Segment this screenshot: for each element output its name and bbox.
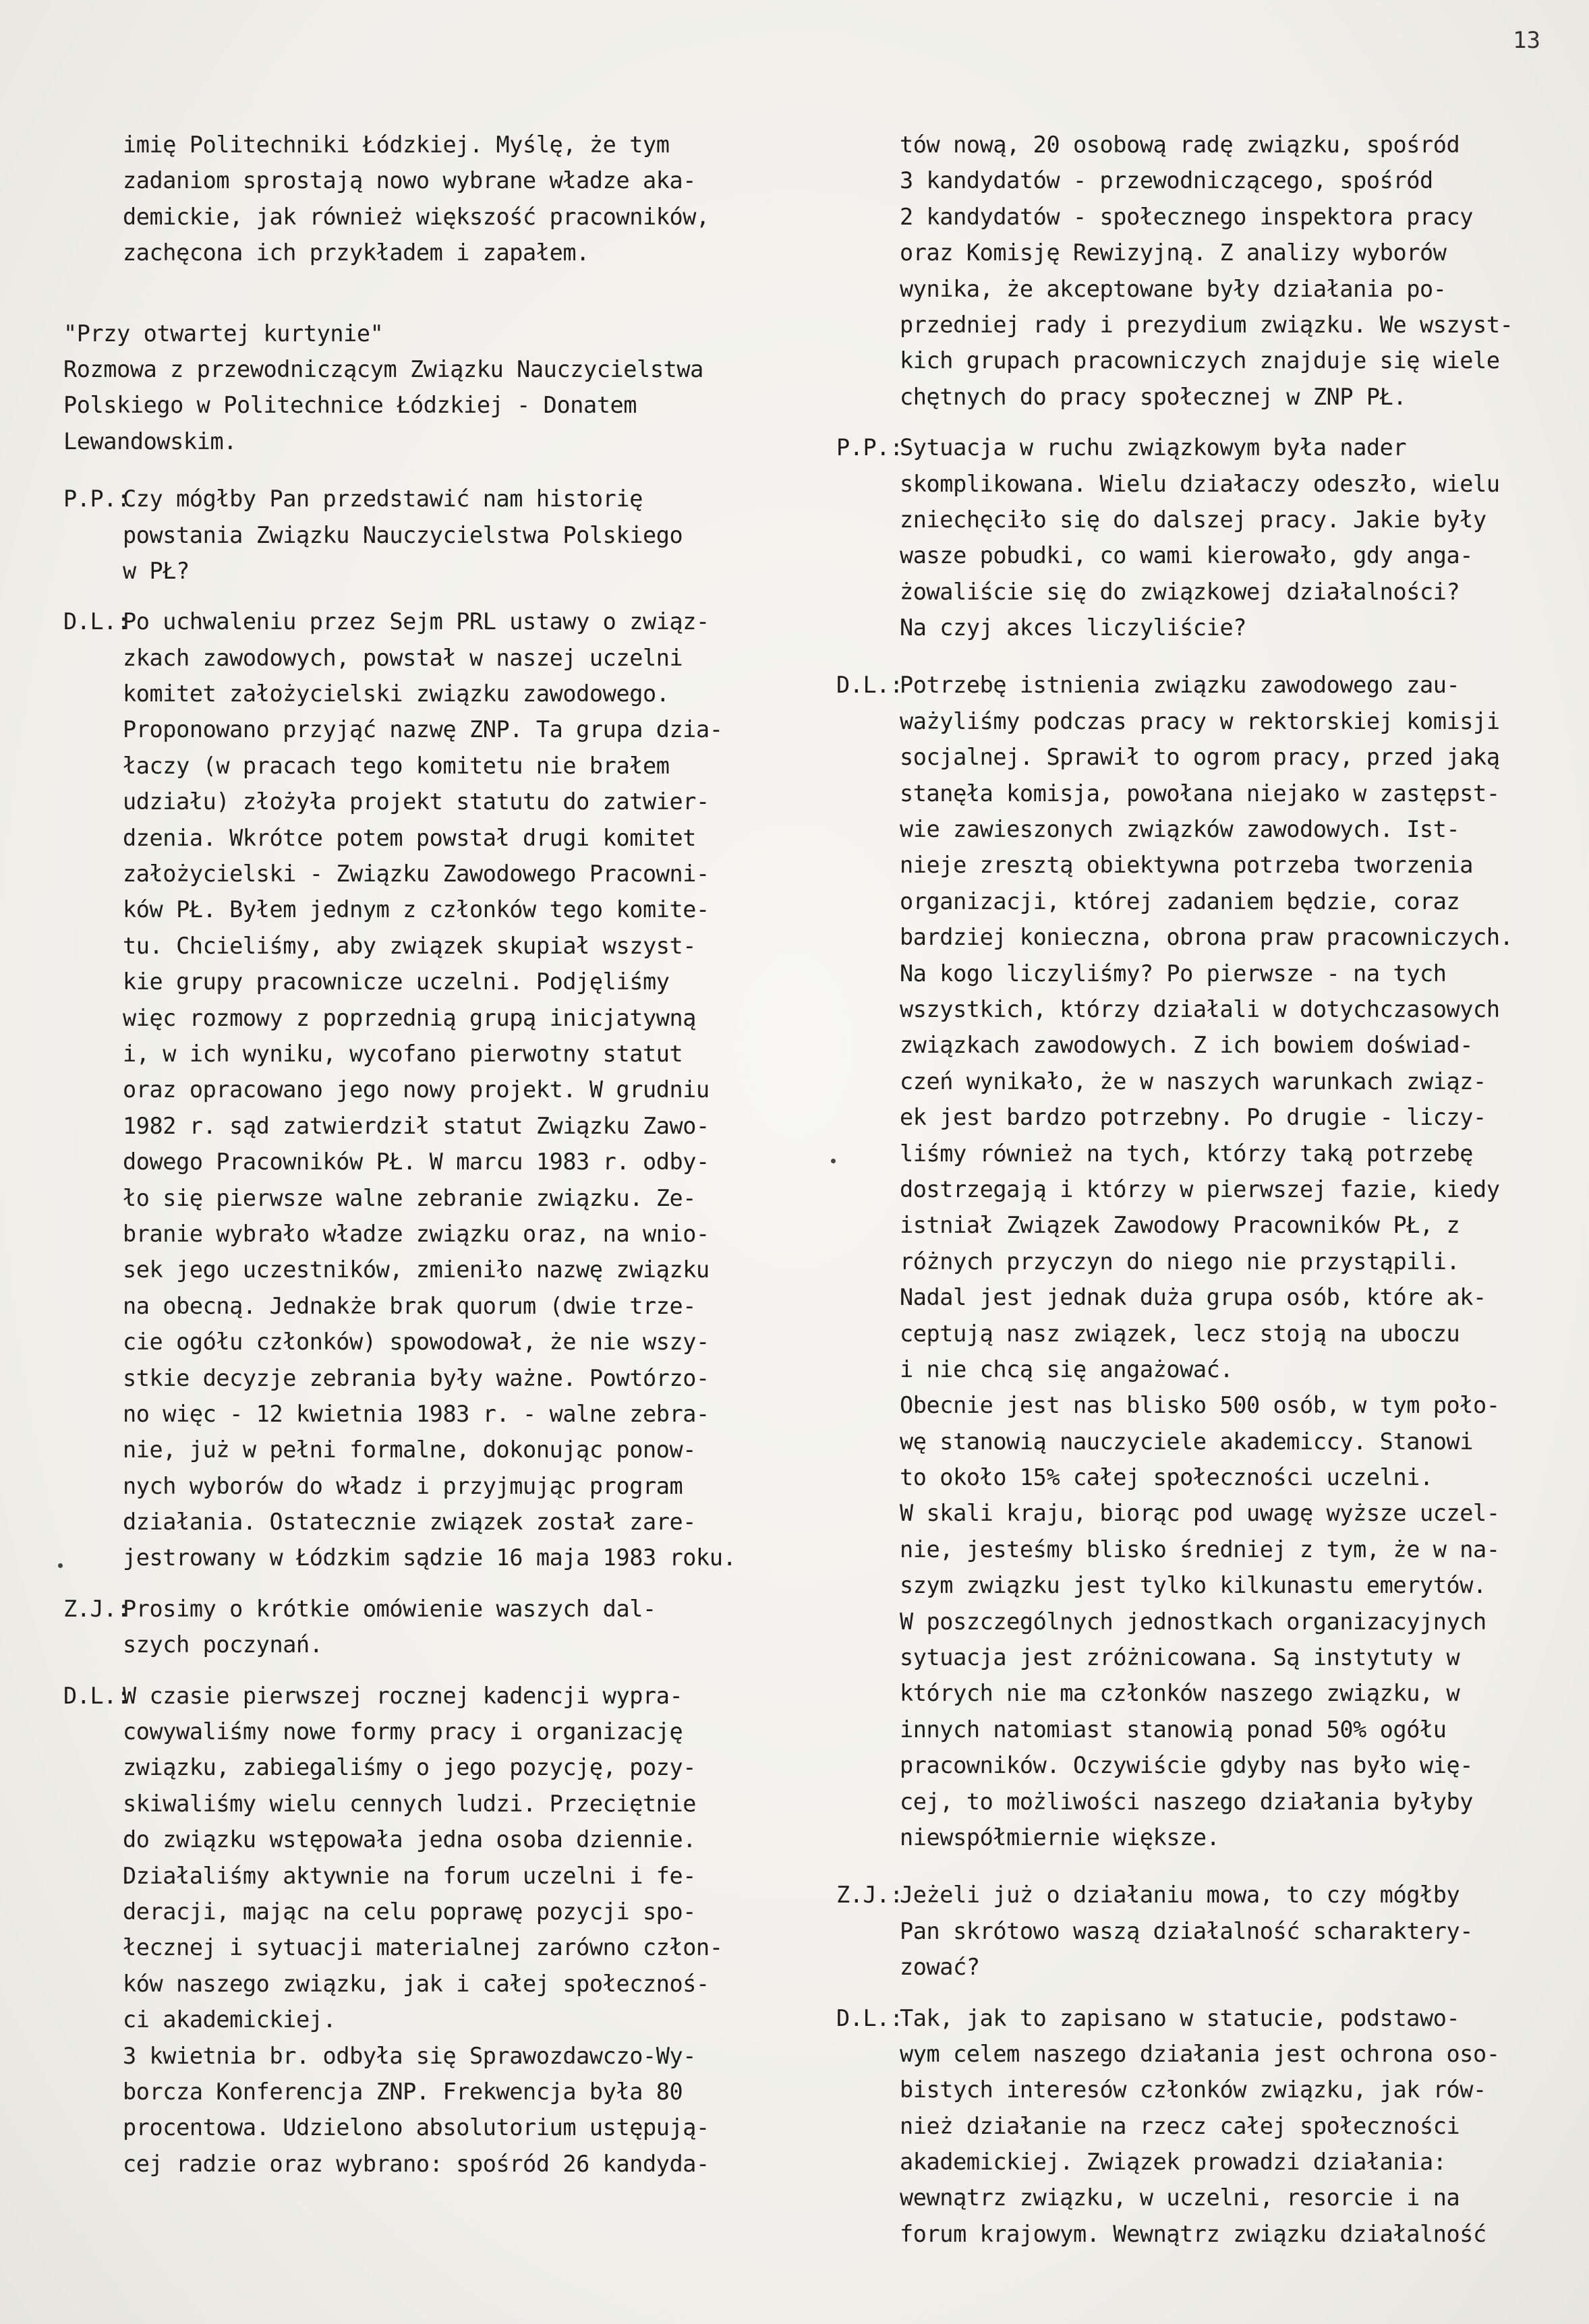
text-line (63, 928, 812, 964)
line-text: Na kogo liczyliśmy? Po pierwsze - na tych (900, 960, 1447, 987)
line-text: różnych przyczyn do niego nie przystąpili. (900, 1248, 1460, 1275)
text-line (836, 811, 1571, 847)
text-line (63, 2146, 812, 2182)
text-line (63, 1822, 812, 1857)
line-text: deracji, mając na celu poprawę pozycji spo- (123, 1898, 697, 1925)
paragraph-gap (63, 1576, 812, 1591)
text-line (63, 1180, 812, 1216)
line-text: cej radzie oraz wybrano: spośród 26 kandyda- (123, 2150, 710, 2177)
text-line (63, 1468, 812, 1504)
line-text: i nie chcą się angażować. (900, 1356, 1234, 1383)
line-text: istniał Związek Zawodowy Pracowników PŁ, z (900, 1212, 1460, 1239)
text-line (63, 424, 812, 459)
line-text: ków PŁ. Byłem jednym z członków tego komite- (123, 896, 710, 923)
text-line (836, 883, 1571, 919)
text-line (63, 1036, 812, 1072)
text-line (63, 2110, 812, 2145)
text-line (836, 1207, 1571, 1243)
text-line (836, 1099, 1571, 1135)
line-text: stkie decyzje zebrania były ważne. Powtórzo- (123, 1364, 710, 1391)
speaker-label: Z.J.: (63, 1595, 130, 1622)
line-text: 1982 r. sąd zatwierdził statut Związku Zawo- (123, 1112, 710, 1139)
line-text: udziału) złożyła projekt statutu do zatwier- (123, 788, 710, 815)
speaker-label: P.P.: (836, 434, 903, 461)
line-text: ceptują nasz związek, lecz stoją na uboczu (900, 1320, 1460, 1347)
line-text: zachęcona ich przykładem i zapałem. (123, 239, 589, 266)
paragraph-gap (63, 271, 812, 316)
line-text: Sytuacja w ruchu związkowym była nader (900, 434, 1407, 461)
line-text: w PŁ? (123, 557, 190, 584)
line-text: łaczy (w pracach tego komitetu nie brałem (123, 752, 670, 779)
text-line (63, 1288, 812, 1324)
line-text: forum krajowym. Wewnątrz związku działalność (900, 2220, 1486, 2247)
text-line (63, 711, 812, 747)
line-text: zkach zawodowych, powstał w naszej uczelni (123, 644, 683, 671)
text-line (63, 1540, 812, 1575)
speaker-label: P.P.: (63, 486, 130, 513)
line-text: 3 kandydatów - przewodniczącego, spośród (900, 167, 1433, 194)
text-line (63, 517, 812, 553)
line-text: nież działanie na rzecz całej społeczności (900, 2112, 1460, 2139)
line-text: wewnątrz związku, w uczelni, resorcie i na (900, 2184, 1460, 2211)
line-text: dostrzegają i którzy w pierwszej fazie, kiedy (900, 1175, 1500, 1202)
text-line (836, 466, 1571, 502)
line-text: i, w ich wyniku, wycofano pierwotny statut (123, 1040, 683, 1067)
line-text: skomplikowana. Wielu działaczy odeszło, wielu (900, 470, 1500, 497)
text-line (836, 1064, 1571, 1099)
text-line (836, 307, 1571, 343)
line-text: zadaniom sprostają nowo wybrane władze aka- (123, 167, 697, 194)
text-line (836, 1352, 1571, 1387)
line-text: założycielski - Związku Zawodowego Pracowni- (123, 861, 710, 888)
line-text: Rozmowa z przewodniczącym Związku Nauczycielstwa (63, 355, 703, 382)
line-text: stanęła komisja, powołana niejako w zastępst- (900, 780, 1500, 807)
text-line (63, 316, 812, 351)
text-line (836, 1316, 1571, 1352)
text-line (836, 2036, 1571, 2072)
paragraph-gap (836, 1855, 1571, 1877)
paragraph-gap (836, 415, 1571, 430)
line-text: Potrzebę istnienia związku zawodowego zau- (900, 672, 1460, 699)
line-text: działania. Ostatecznie związek został zare- (123, 1509, 697, 1536)
text-line (63, 163, 812, 198)
text-line (63, 1504, 812, 1540)
text-line (63, 1749, 812, 1785)
text-line (63, 1252, 812, 1287)
text-line (63, 2002, 812, 2037)
line-text: "Przy otwartej kurtynie" (63, 320, 384, 347)
line-text: oraz Komisję Rewizyjną. Z analizy wyborów (900, 239, 1447, 266)
paragraph-gap (63, 459, 812, 481)
text-line (836, 271, 1571, 307)
paragraph-gap (63, 1663, 812, 1678)
line-text: socjalnej. Sprawił to ogrom pracy, przed jaką (900, 744, 1500, 771)
text-line (836, 739, 1571, 775)
text-line (836, 1459, 1571, 1495)
line-text: ków naszego związku, jak i całej społecznoś- (123, 1970, 710, 1997)
text-line (836, 610, 1571, 645)
page-number: 13 (1513, 27, 1540, 54)
text-line (63, 1966, 812, 2002)
line-text: których nie ma członków naszego związku, w (900, 1680, 1460, 1707)
text-line (836, 1604, 1571, 1639)
line-text: cowywaliśmy nowe formy pracy i organizację (123, 1718, 683, 1745)
text-line (63, 1216, 812, 1252)
text-line (836, 199, 1571, 235)
text-line (63, 604, 812, 639)
text-line (836, 1495, 1571, 1531)
text-line (63, 1786, 812, 1822)
line-text: szym związku jest tylko kilkunastu emerytów. (900, 1572, 1486, 1599)
line-text: no więc - 12 kwietnia 1983 r. - walne zebra- (123, 1400, 710, 1427)
text-line (836, 538, 1571, 573)
line-text: Na czyj akces liczyliście? (900, 614, 1246, 641)
line-text: cej, to możliwości naszego działania byłyby (900, 1788, 1474, 1815)
line-text: wszystkich, którzy działali w dotychczasowych (900, 995, 1500, 1022)
text-line (836, 776, 1571, 811)
line-text: wasze pobudki, co wami kierowało, gdy anga- (900, 542, 1474, 569)
line-text: Obecnie jest nas blisko 500 osób, w tym poło- (900, 1392, 1500, 1419)
text-line (63, 481, 812, 517)
line-text: branie wybrało władze związku oraz, na wnio- (123, 1220, 710, 1247)
text-line (836, 2072, 1571, 2108)
line-text: Proponowano przyjąć nazwę ZNP. Ta grupa dzia- (123, 716, 723, 743)
text-line (836, 1387, 1571, 1423)
line-text: organizacji, której zadaniem będzie, coraz (900, 888, 1460, 914)
text-line (63, 351, 812, 387)
text-line (63, 748, 812, 784)
line-text: wym celem naszego działania jest ochrona oso- (900, 2040, 1500, 2067)
text-line (63, 387, 812, 423)
line-text: przedniej rady i prezydium związku. We wszyst- (900, 311, 1513, 338)
line-text: innych natomiast stanowią ponad 50% ogółu (900, 1716, 1447, 1743)
line-text: W skali kraju, biorąc pod uwagę wyższe uczel- (900, 1500, 1500, 1527)
text-line (63, 1591, 812, 1627)
line-text: Czy mógłby Pan przedstawić nam historię (123, 486, 643, 513)
line-text: ek jest bardzo potrzebny. Po drugie - liczy- (900, 1104, 1486, 1131)
text-line (836, 163, 1571, 198)
text-line (63, 235, 812, 270)
text-line (63, 1144, 812, 1180)
text-line (836, 1913, 1571, 1949)
line-text: Lewandowskim. (63, 428, 237, 455)
text-line (63, 1072, 812, 1107)
line-text: jestrowany w Łódzkim sądzie 16 maja 1983 roku. (123, 1544, 736, 1571)
line-text: 2 kandydatów - społecznego inspektora pracy (900, 203, 1474, 230)
line-text: Działaliśmy aktywnie na forum uczelni i fe- (123, 1862, 697, 1889)
text-line (836, 2180, 1571, 2215)
text-line (63, 1108, 812, 1144)
paragraph-gap (836, 645, 1571, 667)
text-line (836, 2216, 1571, 2252)
text-line (836, 1877, 1571, 1913)
line-text: chętnych do pracy społecznej w ZNP PŁ. (900, 383, 1407, 410)
line-text: Prosimy o krótkie omówienie waszych dal- (123, 1595, 656, 1622)
line-text: tu. Chcieliśmy, aby związek skupiał wszyst- (123, 932, 697, 959)
text-line (63, 1432, 812, 1468)
text-line (63, 2038, 812, 2074)
line-text: szych poczynań. (123, 1631, 323, 1658)
text-line (836, 1784, 1571, 1820)
line-text: tów nową, 20 osobową radę związku, spośród (900, 132, 1460, 158)
line-text: dowego Pracowników PŁ. W marcu 1983 r. odby- (123, 1149, 710, 1175)
line-text: nie, już w pełni formalne, dokonując ponow- (123, 1436, 697, 1463)
text-line (63, 1396, 812, 1432)
line-text: łecznej i sytuacji materialnej zarówno człon- (123, 1934, 723, 1961)
line-text: ważyliśmy podczas pracy w rektorskiej komisji (900, 707, 1500, 734)
text-line (63, 553, 812, 589)
line-text: kie grupy pracownicze uczelni. Podjęliśmy (123, 968, 670, 995)
text-line (836, 235, 1571, 270)
line-text: W czasie pierwszej rocznej kadencji wypra- (123, 1682, 683, 1709)
text-line (836, 1027, 1571, 1063)
text-line (63, 1929, 812, 1965)
margin-mark-dot (831, 1159, 836, 1163)
text-line (836, 1136, 1571, 1171)
line-text: wie zawieszonych związków zawodowych. Ist- (900, 816, 1460, 843)
text-line (836, 574, 1571, 610)
line-text: oraz opracowano jego nowy projekt. W grudniu (123, 1076, 710, 1103)
line-text: na obecną. Jednakże brak quorum (dwie trze- (123, 1292, 697, 1319)
line-text: nieje zresztą obiektywna potrzeba tworzenia (900, 852, 1474, 879)
text-line (63, 640, 812, 676)
line-text: związku, zabiegaliśmy o jego pozycję, pozy- (123, 1754, 697, 1781)
speaker-label: D.L.: (836, 2004, 903, 2031)
text-line (836, 919, 1571, 955)
line-text: wynika, że akceptowane były działania po- (900, 275, 1447, 302)
text-line (836, 379, 1571, 415)
speaker-label: D.L.: (63, 1682, 130, 1709)
right-text-column (836, 127, 1571, 2252)
text-line (836, 2144, 1571, 2180)
text-line (63, 1360, 812, 1396)
text-line (63, 1000, 812, 1036)
text-line (836, 1532, 1571, 1567)
line-text: powstania Związku Nauczycielstwa Polskiego (123, 521, 683, 548)
text-line (836, 991, 1571, 1027)
line-text: zniechęciło się do dalszej pracy. Jakie były (900, 506, 1486, 533)
line-text: 3 kwietnia br. odbyła się Sprawozdawczo-Wy- (123, 2042, 697, 2069)
speaker-label: D.L.: (63, 608, 130, 635)
text-line (836, 956, 1571, 991)
line-text: to około 15% całej społeczności uczelni. (900, 1464, 1433, 1491)
text-line (63, 856, 812, 892)
line-text: Tak, jak to zapisano w statucie, podstawo- (900, 2004, 1460, 2031)
text-line (836, 703, 1571, 739)
line-text: procentowa. Udzielono absolutorium ustępują- (123, 2114, 710, 2141)
text-line (836, 1639, 1571, 1675)
text-line (836, 2000, 1571, 2036)
text-line (836, 1747, 1571, 1783)
line-text: bistych interesów członków związku, jak rów- (900, 2076, 1486, 2103)
text-line (836, 343, 1571, 378)
line-text: Jeżeli już o działaniu mowa, to czy mógłby (900, 1882, 1460, 1909)
line-text: ło się pierwsze walne zebranie związku. Ze- (123, 1184, 697, 1211)
text-line (836, 430, 1571, 465)
line-text: wę stanowią nauczyciele akademiccy. Stanowi (900, 1428, 1474, 1455)
text-line (836, 1949, 1571, 1985)
line-text: związkach zawodowych. Z ich bowiem doświad- (900, 1032, 1474, 1059)
line-text: Nadal jest jednak duża grupa osób, które ak- (900, 1284, 1486, 1311)
line-text: żowaliście się do związkowej działalności? (900, 578, 1460, 605)
text-line (63, 892, 812, 927)
text-line (63, 1627, 812, 1662)
text-line (63, 1678, 812, 1714)
text-line (63, 1894, 812, 1929)
line-text: skiwaliśmy wielu cennych ludzi. Przeciętnie (123, 1790, 697, 1817)
line-text: liśmy również na tych, którzy taką potrzebę (900, 1140, 1474, 1167)
line-text: dzenia. Wkrótce potem powstał drugi komitet (123, 824, 697, 851)
paragraph-gap (63, 589, 812, 604)
line-text: borcza Konferencja ZNP. Frekwencja była 80 (123, 2078, 683, 2105)
line-text: Pan skrótowo waszą działalność scharaktery- (900, 1917, 1474, 1944)
left-text-column (63, 127, 812, 2182)
text-line (836, 1820, 1571, 1855)
speaker-label: D.L.: (836, 672, 903, 699)
line-text: pracowników. Oczywiście gdyby nas było wię- (900, 1752, 1474, 1779)
line-text: W poszczególnych jednostkach organizacyjnych (900, 1608, 1486, 1635)
text-line (836, 1171, 1571, 1207)
text-line (63, 199, 812, 235)
line-text: czeń wynikało, że w naszych warunkach związ- (900, 1068, 1486, 1095)
line-text: sek jego uczestników, zmieniło nazwę związku (123, 1256, 710, 1283)
text-line (836, 847, 1571, 883)
text-line (836, 1279, 1571, 1315)
line-text: niewspółmiernie większe. (900, 1824, 1220, 1851)
margin-mark-dot (58, 1563, 63, 1568)
line-text: zować? (900, 1954, 980, 1981)
paragraph-gap (836, 1985, 1571, 2000)
text-line (63, 820, 812, 856)
text-line (836, 1244, 1571, 1279)
line-text: sytuacja jest zróżnicowana. Są instytuty w (900, 1644, 1460, 1671)
text-line (63, 784, 812, 819)
line-text: demickie, jak również większość pracowników, (123, 203, 710, 230)
text-line (836, 127, 1571, 163)
line-text: komitet założycielski związku zawodowego. (123, 680, 670, 707)
text-line (63, 1858, 812, 1894)
text-line (63, 2074, 812, 2110)
text-line (836, 1675, 1571, 1711)
text-line (836, 1712, 1571, 1747)
line-text: Polskiego w Politechnice Łódzkiej - Donatem (63, 392, 637, 419)
line-text: nie, jesteśmy blisko średniej z tym, że w na- (900, 1536, 1500, 1563)
text-line (63, 676, 812, 711)
line-text: bardziej konieczna, obrona praw pracowniczych. (900, 924, 1513, 951)
text-line (836, 1424, 1571, 1459)
line-text: cie ogółu członków) spowodował, że nie wszy- (123, 1329, 710, 1356)
speaker-label: Z.J.: (836, 1882, 903, 1909)
line-text: ci akademickiej. (123, 2006, 337, 2033)
text-line (63, 1714, 812, 1749)
line-text: kich grupach pracowniczych znajduje się wiele (900, 347, 1500, 374)
line-text: imię Politechniki Łódzkiej. Myślę, że tym (123, 132, 670, 158)
line-text: akademickiej. Związek prowadzi działania: (900, 2149, 1447, 2176)
text-line (836, 2108, 1571, 2144)
text-line (63, 964, 812, 999)
text-line (63, 1324, 812, 1360)
text-line (836, 667, 1571, 703)
line-text: do związku wstępowała jedna osoba dziennie. (123, 1826, 697, 1853)
line-text: Po uchwaleniu przez Sejm PRL ustawy o związ- (123, 608, 710, 635)
line-text: więc rozmowy z poprzednią grupą inicjatywną (123, 1004, 697, 1031)
text-line (63, 127, 812, 163)
text-line (836, 502, 1571, 538)
text-line (836, 1567, 1571, 1603)
line-text: nych wyborów do władz i przyjmując program (123, 1472, 683, 1499)
